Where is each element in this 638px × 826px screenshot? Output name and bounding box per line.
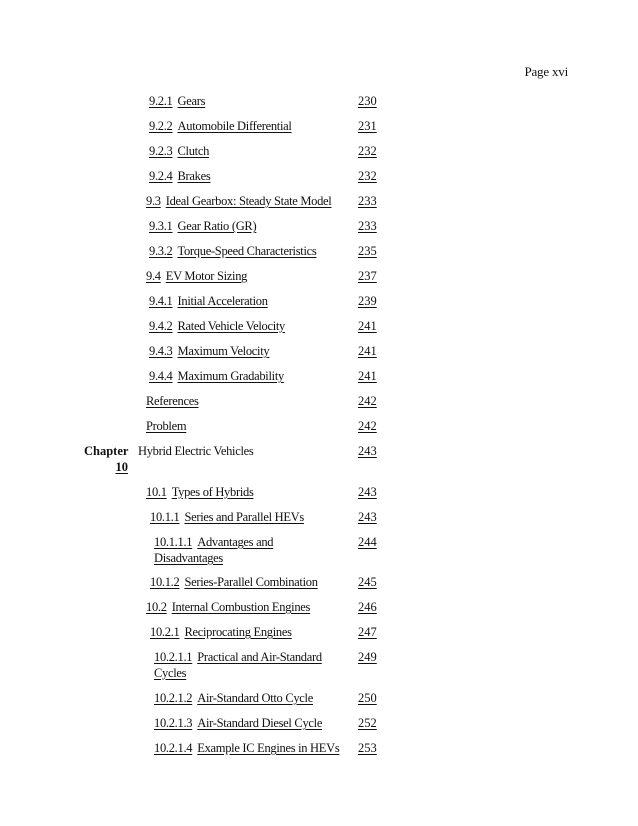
toc-entry-title: Brakes bbox=[177, 169, 211, 183]
toc-page-link[interactable]: 243 bbox=[358, 510, 377, 524]
toc-entry-title: Air-Standard Otto Cycle bbox=[197, 691, 313, 705]
toc-entry-title: Practical and Air-Standard Cycles bbox=[154, 650, 322, 680]
toc-entry-number: 10.1.1.1 bbox=[154, 535, 193, 549]
toc-entry-9-4-3[interactable] bbox=[149, 343, 269, 359]
toc-entry-title: Advantages and Disadvantages bbox=[154, 535, 274, 565]
toc-page-link[interactable]: 246 bbox=[358, 600, 377, 614]
toc-entry-9-2-3[interactable] bbox=[149, 143, 209, 159]
toc-entry-number: 10.2.1.3 bbox=[154, 716, 193, 730]
toc-entry-references[interactable] bbox=[146, 393, 199, 409]
toc-entry-title: Hybrid Electric Vehicles bbox=[138, 444, 254, 458]
toc-entry-title: Internal Combustion Engines bbox=[171, 600, 311, 614]
toc-page-link[interactable]: 242 bbox=[358, 394, 377, 408]
toc-entry-number: 10.2.1.2 bbox=[154, 691, 193, 705]
toc-entry-title: Gear Ratio (GR) bbox=[177, 219, 257, 233]
toc-entry-title: Reciprocating Engines bbox=[184, 625, 292, 639]
toc-entry-number: 9.4.2 bbox=[149, 319, 173, 333]
toc-entry-number: 9.2.2 bbox=[149, 119, 173, 133]
toc-page-link[interactable]: 243 bbox=[358, 444, 377, 458]
toc-page-link[interactable]: 232 bbox=[358, 169, 377, 183]
toc-entry-number: 10.2.1 bbox=[150, 625, 180, 639]
toc-entry-10-2-1-1[interactable] bbox=[154, 649, 344, 681]
chapter-number: 10 bbox=[115, 460, 128, 474]
toc-entry-9-3[interactable] bbox=[146, 193, 331, 209]
toc-entry-title: Air-Standard Diesel Cycle bbox=[197, 716, 323, 730]
toc-entry-title: Series and Parallel HEVs bbox=[184, 510, 304, 524]
toc-entry-number: 9.4.4 bbox=[149, 369, 173, 383]
toc-entry-title: Automobile Differential bbox=[177, 119, 292, 133]
toc-page-link[interactable]: 244 bbox=[358, 535, 377, 549]
toc-entry-number: 9.2.3 bbox=[149, 144, 173, 158]
toc-entry-number: 9.4 bbox=[146, 269, 161, 283]
toc-entry-9-2-1[interactable] bbox=[149, 93, 205, 109]
toc-entry-number: 9.3 bbox=[146, 194, 161, 208]
toc-page-link[interactable]: 245 bbox=[358, 575, 377, 589]
toc-entry-10-2[interactable] bbox=[146, 599, 310, 615]
toc-entry-number: 9.3.1 bbox=[149, 219, 173, 233]
toc-entry-number: 10.2 bbox=[146, 600, 167, 614]
toc-page-link[interactable]: 241 bbox=[358, 319, 377, 333]
toc-entry-title: Types of Hybrids bbox=[171, 485, 254, 499]
chapter-label bbox=[84, 443, 128, 475]
toc-page-link[interactable]: 231 bbox=[358, 119, 377, 133]
toc-entry-10-1[interactable] bbox=[146, 484, 254, 500]
toc-entry-9-4-4[interactable] bbox=[149, 368, 284, 384]
toc-page-link[interactable]: 239 bbox=[358, 294, 377, 308]
toc-page-link[interactable]: 235 bbox=[358, 244, 377, 258]
toc-entry-title: Series-Parallel Combination bbox=[184, 575, 318, 589]
toc-entry-title: References bbox=[146, 394, 199, 408]
toc-entry-number: 9.3.2 bbox=[149, 244, 173, 258]
toc-entry-10-1-1-1[interactable] bbox=[154, 534, 344, 566]
toc-entry-number: 9.4.1 bbox=[149, 294, 173, 308]
toc-page-link[interactable]: 252 bbox=[358, 716, 377, 730]
toc-entry-number: 9.2.4 bbox=[149, 169, 173, 183]
toc-entry-title: Example IC Engines in HEVs bbox=[197, 741, 340, 755]
toc-page-link[interactable]: 241 bbox=[358, 369, 377, 383]
toc-entry-title: Torque-Speed Characteristics bbox=[177, 244, 317, 258]
toc-entry-problem[interactable] bbox=[146, 418, 186, 434]
toc-entry-9-3-2[interactable] bbox=[149, 243, 316, 259]
toc-entry-number: 10.1.1 bbox=[150, 510, 180, 524]
toc-entry-10-2-1[interactable] bbox=[150, 624, 292, 640]
toc-entry-title: Rated Vehicle Velocity bbox=[177, 319, 286, 333]
toc-entry-number: 9.2.1 bbox=[149, 94, 173, 108]
toc-entry-number: 10.1 bbox=[146, 485, 167, 499]
toc-page-link[interactable]: 253 bbox=[358, 741, 377, 755]
toc-page-link[interactable]: 249 bbox=[358, 650, 377, 664]
toc-entry-9-4[interactable] bbox=[146, 268, 247, 284]
toc-entry-9-4-2[interactable] bbox=[149, 318, 285, 334]
toc-entry-10-2-1-4[interactable] bbox=[154, 740, 339, 756]
toc-page-link[interactable]: 230 bbox=[358, 94, 377, 108]
toc-entry-number: 10.2.1.1 bbox=[154, 650, 193, 664]
toc-entry-9-2-2[interactable] bbox=[149, 118, 292, 134]
chapter-word: Chapter bbox=[84, 444, 129, 458]
toc-page-link[interactable]: 233 bbox=[358, 219, 377, 233]
toc-page-link[interactable]: 232 bbox=[358, 144, 377, 158]
toc-page-link[interactable]: 241 bbox=[358, 344, 377, 358]
toc-entry-10-2-1-2[interactable] bbox=[154, 690, 313, 706]
toc-page-link[interactable]: 250 bbox=[358, 691, 377, 705]
toc-entry-10-1-1[interactable] bbox=[150, 509, 304, 525]
toc-entry-number: 10.2.1.4 bbox=[154, 741, 193, 755]
toc-entry-number: 9.4.3 bbox=[149, 344, 173, 358]
toc-page-link[interactable]: 242 bbox=[358, 419, 377, 433]
toc-page-link[interactable]: 237 bbox=[358, 269, 377, 283]
toc-entry-number: 10.1.2 bbox=[150, 575, 180, 589]
toc-entry-title: Gears bbox=[177, 94, 206, 108]
toc-entry-10-2-1-3[interactable] bbox=[154, 715, 322, 731]
toc-entry-9-4-1[interactable] bbox=[149, 293, 268, 309]
toc-entry-chapter-10[interactable] bbox=[138, 443, 253, 459]
toc-entry-title: Ideal Gearbox: Steady State Model bbox=[165, 194, 332, 208]
toc-entry-title: Problem bbox=[146, 419, 187, 433]
toc-entry-9-3-1[interactable] bbox=[149, 218, 256, 234]
page-number-header: Page xvi bbox=[524, 64, 568, 79]
toc-page-link[interactable]: 243 bbox=[358, 485, 377, 499]
toc-entry-title: Clutch bbox=[177, 144, 210, 158]
toc-entry-title: Maximum Velocity bbox=[177, 344, 270, 358]
toc-page-link[interactable]: 233 bbox=[358, 194, 377, 208]
toc-entry-title: Initial Acceleration bbox=[177, 294, 268, 308]
toc-page-link[interactable]: 247 bbox=[358, 625, 377, 639]
toc-entry-title: EV Motor Sizing bbox=[165, 269, 248, 283]
toc-entry-10-1-2[interactable] bbox=[150, 574, 318, 590]
toc-entry-title: Maximum Gradability bbox=[177, 369, 284, 383]
toc-entry-9-2-4[interactable] bbox=[149, 168, 210, 184]
